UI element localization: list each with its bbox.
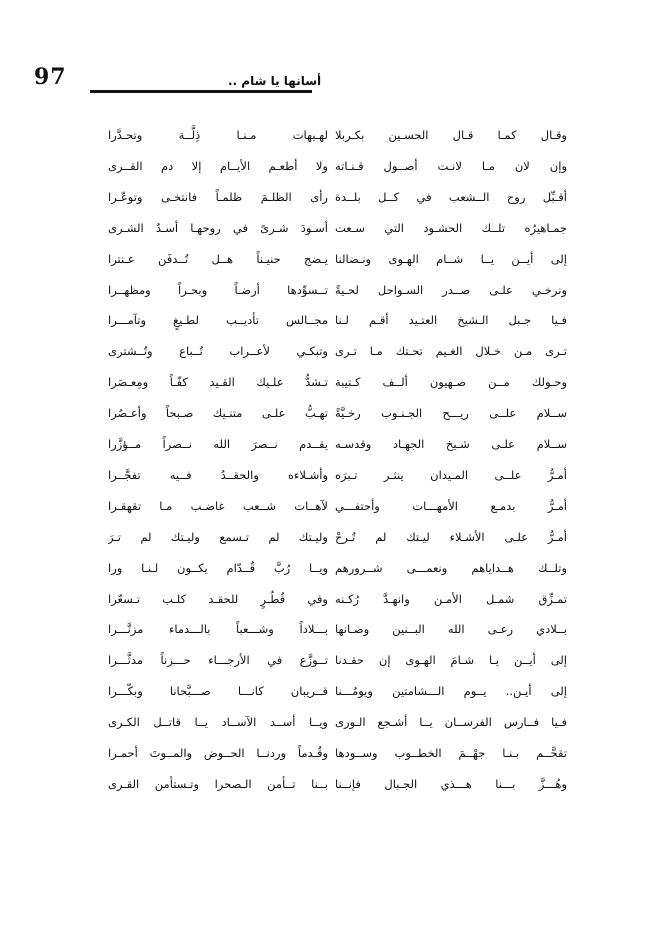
verse-line: [0, 491, 661, 521]
verse-second-hemistich: وتبكـي لأعــراب تُــباع وتُــشترى: [108, 344, 328, 359]
verse-first-hemistich: وهُـــزَّ بـــنا هـــذي الجـبال فإنــنا: [335, 776, 567, 791]
verse-line: [0, 398, 661, 428]
verse-second-hemistich: ويــا رُبَّ قُــدّام يكــون لـنـا ورا: [108, 560, 328, 575]
verse-line: [0, 429, 661, 459]
verse-first-hemistich: تـرى مـن خـلال الغـيم تحـتك مـا تـرى: [335, 344, 567, 359]
verse-second-hemistich: بـــلاداً وشـــعباً بالـــدماء مزنَّـــرا: [108, 622, 328, 637]
verse-second-hemistich: تـشدُّ علـيك القـيد كفّـاً ومِعـصَرا: [108, 375, 328, 390]
verse-line: [0, 336, 661, 366]
verse-line: [0, 707, 661, 737]
verse-first-hemistich: أمـرُّ علـى الأشـلاء ليـتك لم تُـرحْ: [335, 529, 567, 544]
verse-line: [0, 769, 661, 799]
verse-line: [0, 676, 661, 706]
verse-line: [0, 367, 661, 397]
verse-first-hemistich: أمـرُّ بدمـع الأمهـــات وأحتفـــي: [335, 498, 567, 513]
verse-first-hemistich: أقـبِّل روح الــشعب في كــل بلــدة: [335, 189, 567, 204]
verse-second-hemistich: وفي قُطُـرٍ للحقـد كلـب تـسعّرا: [108, 591, 328, 606]
verse-first-hemistich: تقحَّــم بـنـا جهْــمَ الخطــوب وســودها: [335, 746, 567, 760]
verse-line: [0, 305, 661, 335]
verse-second-hemistich: لآهــات شــعب غاضـب مـا تقهقـرا: [108, 498, 328, 513]
verse-first-hemistich: وقـال كمـا قـال الحسـين بكـربلا: [335, 128, 567, 142]
verse-second-hemistich: أسـودَ شـرىً في روحهـا أسـدُ الشـرى: [108, 220, 328, 235]
verse-second-hemistich: يـضج حنيـناً هــل تُــدفَن عـنترا: [108, 251, 328, 266]
verse-first-hemistich: إلى أيــن يــا شــام الهـوى ونـضالنا: [335, 251, 567, 266]
verse-second-hemistich: وليـتك لم تـسمع وليـتك لم تـرَ: [108, 529, 328, 544]
verse-first-hemistich: وإن لان مـا لانـت أصــول قـنـاته: [335, 158, 567, 173]
verse-first-hemistich: تمـزِّق شمـل الأمـن وانهـدَّ رُكـنه: [335, 591, 567, 606]
page-number: 97: [34, 64, 67, 90]
verse-first-hemistich: جمـاهيرُه تلــك الحشـود التي سـعت: [335, 220, 567, 235]
verse-first-hemistich: فـيا فــارس الفرســان يــا أشـجع الـورى: [335, 715, 567, 730]
verse-second-hemistich: وأشـلاءه والحقــدُ فــيه تفجَّــرا: [108, 467, 328, 482]
verse-first-hemistich: وتلــك هــداياهم ونعمـــى شــرورهم: [335, 560, 567, 575]
verse-line: [0, 584, 661, 614]
verse-second-hemistich: لهـيهات مـنـا ذِلَّــة وتحـدَّرا: [108, 128, 328, 142]
verse-second-hemistich: وقُـدماً وردنــا الحــوض والمــوتَ أحمـرا: [108, 746, 328, 760]
verse-line: [0, 213, 661, 243]
verse-second-hemistich: تــسوِّدها أرضـاً وبحـراً ومظهــرا: [108, 282, 328, 297]
running-header: أسانها يا شام ..: [228, 74, 322, 88]
verse-second-hemistich: مجــالس تأديــب لطـيغٍ وتآمـــرا: [108, 313, 328, 328]
verse-second-hemistich: قــريبان كانـــا صـــبَّحانا وبكّـــرا: [108, 684, 328, 699]
verse-first-hemistich: فـيا جـبل الـشيخ العتـيد أقـم لـنا: [335, 313, 567, 328]
header-rule: [90, 90, 312, 93]
verse-first-hemistich: إلى أيــن يـا شـامَ الهـوى إن حقـدنا: [335, 653, 567, 668]
verse-first-hemistich: وحـولك مــن صـهيون ألــف كـتيبة: [335, 375, 567, 390]
verse-line: [0, 645, 661, 675]
verse-line: [0, 275, 661, 305]
verse-first-hemistich: ســلام علـى شـيخ الجهـاد وقدسـه: [335, 437, 567, 451]
verse-line: [0, 120, 661, 150]
verse-line: [0, 151, 661, 181]
verse-line: [0, 522, 661, 552]
verse-first-hemistich: ونرخـي علـى صــدر السـواحل لحـيةً: [335, 282, 567, 297]
verse-line: [0, 460, 661, 490]
verse-line: [0, 244, 661, 274]
verse-first-hemistich: إلى أيـن.. يــوم الـــشامتين ويومُـــنا: [335, 684, 567, 699]
verse-second-hemistich: بــنا تــأمن الـصحرا وتـستأمن القـرى: [108, 776, 328, 791]
verse-line: [0, 553, 661, 583]
verse-line: [0, 738, 661, 768]
verse-second-hemistich: يقــدم نــصرَ الله نــصراً مــؤزَّرا: [108, 437, 328, 451]
verse-second-hemistich: ولا أطعـم الأيــام إلا دم القــرى: [108, 158, 328, 173]
verse-second-hemistich: رأى الظلـمَ ظلمـاً فانتخـى وتوعّـرا: [108, 189, 328, 204]
verse-first-hemistich: أمـرُّ علــى المـيدان ينثـر تـبرَه: [335, 467, 567, 482]
verse-first-hemistich: ســلام علــى ريـــح الجـنـوب رخـيَّةً: [335, 406, 567, 421]
verse-second-hemistich: ويــا أســد الآســاد يــا قاتــل الكـرى: [108, 715, 328, 730]
verse-second-hemistich: تهـبُّ علـى متنـيك صـبحاً وأعـصُرا: [108, 406, 328, 421]
verse-first-hemistich: بــلادي رعـى الله البــنين وصـانها: [335, 622, 567, 637]
verse-second-hemistich: تــوزَّع في الأرجـــاء حـــزناً مدثَّـــرا: [108, 653, 328, 668]
verse-line: [0, 614, 661, 644]
verse-line: [0, 182, 661, 212]
